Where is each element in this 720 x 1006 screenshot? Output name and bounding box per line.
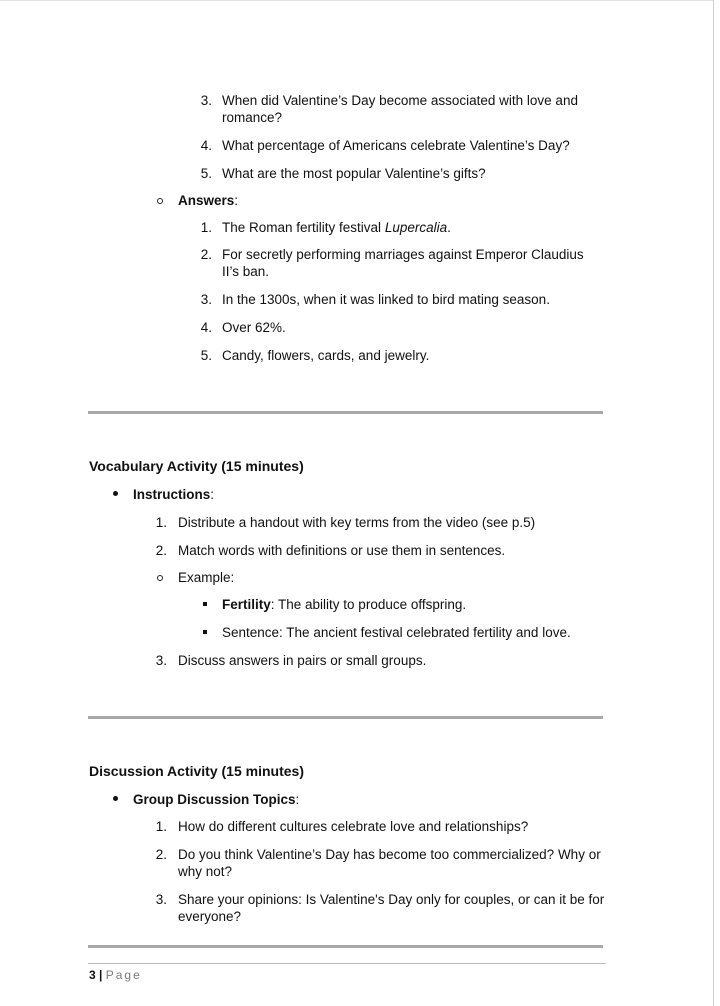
answer-5-text: Candy, flowers, cards, and jewelry. bbox=[222, 348, 430, 363]
vocab-step-2-text: Match words with definitions or use them in sentences. bbox=[178, 543, 506, 558]
answer-2-text-line2: II’s ban. bbox=[222, 264, 270, 279]
answer-3-number: 3. bbox=[200, 292, 212, 307]
instructions-bullet bbox=[113, 491, 118, 496]
vocab-step-3-number: 3. bbox=[155, 653, 167, 668]
question-3-text-line2: romance? bbox=[222, 110, 283, 125]
question-4-text: What percentage of Americans celebrate Valentine’s Day? bbox=[222, 138, 570, 153]
topic-3-number: 3. bbox=[155, 892, 167, 907]
discussion-heading: Discussion Activity (15 minutes) bbox=[89, 763, 304, 779]
answer-2-number: 2. bbox=[200, 247, 212, 262]
topics-label: Group Discussion Topics: bbox=[133, 792, 300, 807]
page-right-edge bbox=[713, 0, 714, 1006]
section-divider-2 bbox=[88, 716, 603, 719]
vocab-step-1-text: Distribute a handout with key terms from the video (see p.5) bbox=[178, 515, 536, 530]
question-3-text-line1: When did Valentine’s Day become associated with love and bbox=[222, 93, 578, 108]
footer-rule bbox=[88, 963, 606, 964]
example-item-1-text: Fertility: The ability to produce offspring. bbox=[222, 597, 467, 612]
topic-2-text-line1: Do you think Valentine’s Day has become too commercialized? Why or bbox=[178, 847, 601, 862]
vocabulary-heading: Vocabulary Activity (15 minutes) bbox=[89, 458, 304, 474]
example-item-1-bullet bbox=[203, 602, 207, 606]
question-3-number: 3. bbox=[200, 93, 212, 108]
answers-bullet bbox=[157, 198, 163, 204]
topic-3-text-line1: Share your opinions: Is Valentine's Day only for couples, or can it be for bbox=[178, 892, 605, 907]
answer-3-text: In the 1300s, when it was linked to bird mating season. bbox=[222, 292, 550, 307]
answer-2-text-line1: For secretly performing marriages against Emperor Claudius bbox=[222, 247, 584, 262]
topic-2-number: 2. bbox=[155, 847, 167, 862]
answers-label: Answers: bbox=[178, 193, 239, 208]
example-label: Example: bbox=[178, 570, 235, 585]
page-word: Page bbox=[105, 968, 142, 982]
vocab-step-3-text: Discuss answers in pairs or small groups. bbox=[178, 653, 427, 668]
example-item-2-text: Sentence: The ancient festival celebrated fertility and love. bbox=[222, 625, 571, 640]
answer-1-text: The Roman fertility festival Lupercalia. bbox=[222, 220, 451, 235]
page-top-edge bbox=[0, 0, 714, 1]
question-5-number: 5. bbox=[200, 166, 212, 181]
topic-3-text-line2: everyone? bbox=[178, 909, 242, 924]
answer-4-text: Over 62%. bbox=[222, 320, 286, 335]
question-5-text: What are the most popular Valentine’s gifts? bbox=[222, 166, 486, 181]
section-divider-1 bbox=[88, 411, 603, 414]
topics-bullet bbox=[113, 796, 118, 801]
topic-1-number: 1. bbox=[155, 819, 167, 834]
answer-5-number: 5. bbox=[200, 348, 212, 363]
topic-2-text-line2: why not? bbox=[178, 864, 233, 879]
answer-4-number: 4. bbox=[200, 320, 212, 335]
vocab-step-2-number: 2. bbox=[155, 543, 167, 558]
instructions-label: Instructions: bbox=[133, 487, 215, 502]
example-item-2-bullet bbox=[203, 630, 207, 634]
page-number: 3 bbox=[89, 968, 96, 982]
section-divider-3 bbox=[88, 945, 603, 948]
topic-1-text: How do different cultures celebrate love and relationships? bbox=[178, 819, 529, 834]
answer-1-number: 1. bbox=[200, 220, 212, 235]
question-4-number: 4. bbox=[200, 138, 212, 153]
page-footer: 3 | Page bbox=[89, 968, 142, 982]
example-bullet bbox=[157, 575, 163, 581]
vocab-step-1-number: 1. bbox=[155, 515, 167, 530]
